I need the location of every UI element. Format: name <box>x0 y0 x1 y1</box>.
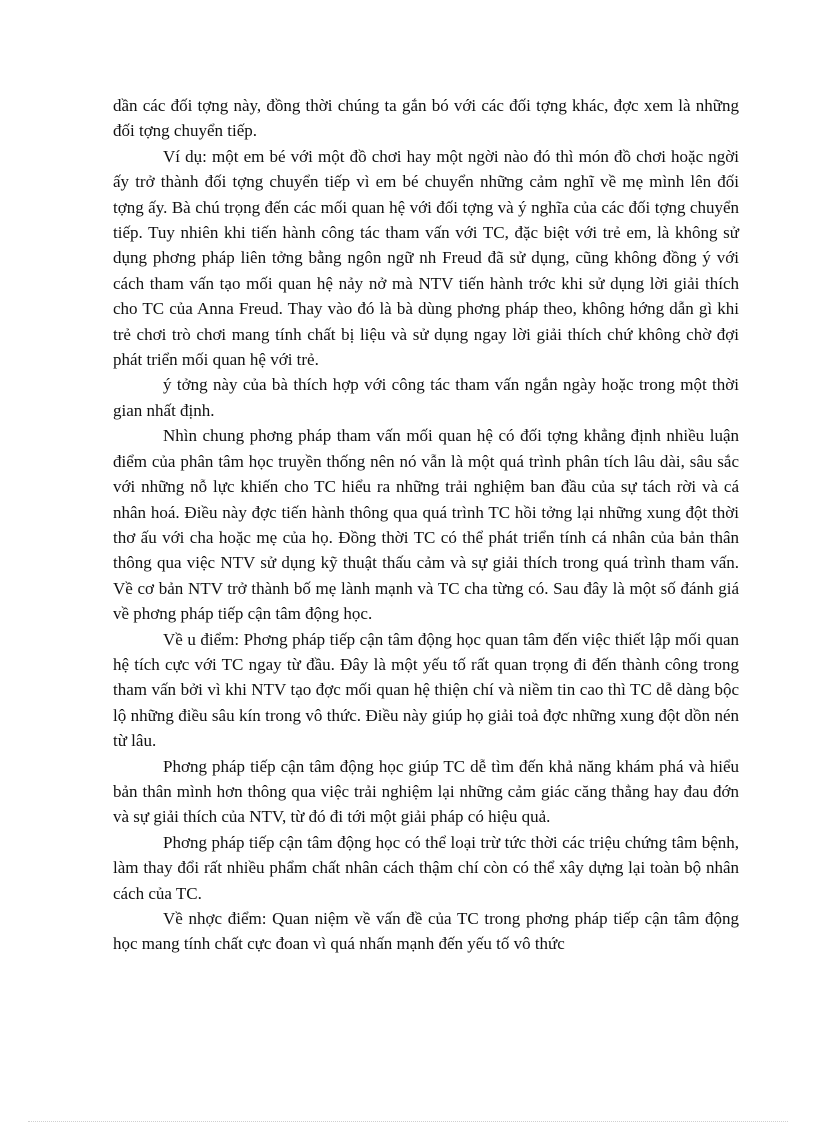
page-bottom-divider <box>28 1121 788 1122</box>
paragraph-5: Về u điểm: Phơng pháp tiếp cận tâm động học quan tâm đến việc thiết lập mối quan hệ tích cực với TC ngay từ đầu. Đây là một yếu tố rất quan trọng đi đến thành công trong tham vấn bởi vì khi NTV tạo đợc mối quan hệ thiện chí và niềm tin cao thì TC dễ dàng bộc lộ những điều sâu kín trong vô thức. Điều này giúp họ giải toả đợc những xung đột dồn nén từ lâu. <box>113 629 739 751</box>
paragraph-7: Phơng pháp tiếp cận tâm động học có thể loại trừ tức thời các triệu chứng tâm bệnh, làm thay đổi rất nhiều phẩm chất nhân cách thậm chí còn có thể xây dựng lại toàn bộ nhân cách của TC. <box>113 832 739 903</box>
paragraph-3: ý tởng này của bà thích hợp với công tác tham vấn ngắn ngày hoặc trong một thời gian nhất định. <box>113 375 739 420</box>
paragraph-2: Ví dụ: một em bé với một đồ chơi hay một ngời nào đó thì món đồ chơi hoặc ngời ấy trở thành đối tợng chuyển tiếp vì em bé chuyển những cảm nghĩ về mẹ mình lên đối tợng ấy. Bà chú trọng đến các mối quan hệ với đối tợng và ý nghĩa của các đối tợng chuyển tiếp. Tuy nhiên khi tiến hành công tác tham vấn với TC, đặc biệt với trẻ em, là không sử dụng phơng pháp liên tởng bằng ngôn ngữ nh Freud đã sử dụng, cũng không đồng ý với cách tham vấn tạo mối quan hệ nảy nở mà NTV tiến hành trớc khi sử dụng lời giải thích cho TC của Anna Freud. Thay vào đó là bà dùng phơng pháp theo, không hớng dẫn gì khi trẻ chơi trò chơi mang tính chất bị liệu và sử dụng ngay lời giải thích chứ không chờ đợi phát triển mối quan hệ với trẻ. <box>113 146 739 370</box>
paragraph-4: Nhìn chung phơng pháp tham vấn mối quan hệ có đối tợng khẳng định nhiều luận điểm của phân tâm học truyền thống nên nó vẫn là một quá trình phân tích lâu dài, sâu sắc với những nỗ lực khiến cho TC hiểu ra những trải nghiệm ban đầu của sự tách rời và cá nhân hoá. Điều này đợc tiến hành thông qua quá trình TC hồi tởng lại những xung đột thời thơ ấu với cha hoặc mẹ của họ. Đồng thời TC có thể phát triển tính cá nhân của bản thân thông qua việc NTV sử dụng kỹ thuật thấu cảm và sự giải thích trong quá trình tham vấn. Về cơ bản NTV trở thành bố mẹ lành mạnh và TC cha từng có. Sau đây là một số đánh giá về phơng pháp tiếp cận tâm động học. <box>113 426 739 624</box>
document-page <box>113 93 739 957</box>
paragraph-6: Phơng pháp tiếp cận tâm động học giúp TC dễ tìm đến khả năng khám phá và hiểu bản thân mình hơn thông qua việc trải nghiệm lại những cảm giác căng thẳng hay đau đớn và sự giải thích của NTV, từ đó đi tới một giải pháp có hiệu quả. <box>113 756 739 827</box>
paragraph-8: Về nhợc điểm: Quan niệm về vấn đề của TC trong phơng pháp tiếp cận tâm động học mang tính chất cực đoan vì quá nhấn mạnh đến yếu tố vô thức <box>113 909 739 954</box>
paragraph-1: dần các đối tợng này, đồng thời chúng ta gắn bó với các đối tợng khác, đợc xem là những đối tợng chuyển tiếp. <box>113 96 739 141</box>
